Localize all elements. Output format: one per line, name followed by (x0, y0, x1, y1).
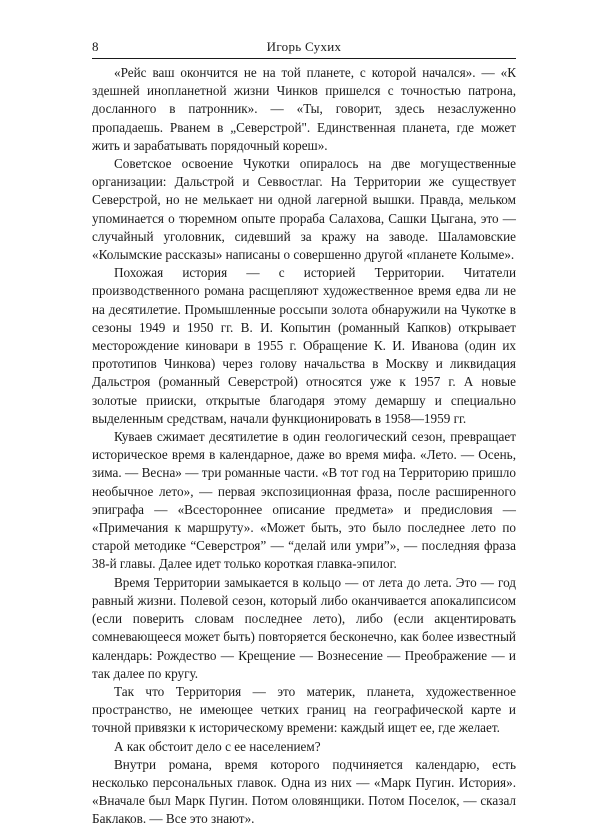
running-header (92, 38, 516, 59)
paragraph-8: Внутри романа, время которого подчиняется календарю, есть несколько персональных главок. Одна из них — «Марк Пугин. История». «Вначале был Марк Пугин. Потом оловянщики. Потом Поселок, — сказал Баклаков. — Все это знают». (92, 756, 516, 827)
paragraph-2: Советское освоение Чукотки опиралось на две могущественные организации: Дальстрой и Севвостлаг. На Территории же существует Северстрой, но не мелькает ни одной лагерной вышки. Правда, мельком упоминается о тюремном опыте прораба Салахова, Сашки Цыгана, это — случайный уголовник, сидевший за кражу на заводе. Шаламовские «Колымские рассказы» написаны о совершенно другой «планете Колыме». (92, 156, 516, 263)
page-number: 8 (92, 39, 99, 54)
body-text (92, 64, 516, 829)
paragraph-7: А как обстоит дело с ее населением? (114, 738, 321, 754)
running-title: Игорь Сухих (266, 39, 342, 54)
paragraph-6: Так что Территория — это материк, планета, художественное пространство, не имеющее четких границ на географической карте и точной привязки к историческому времени: каждый ищет ее, где желает. (92, 683, 516, 736)
paragraph-4: Куваев сжимает десятилетие в один геологический сезон, превращает историческое время в календарное, даже во время мифа. «Лето. — Осень, зима. — Весна» — три романные части. «В тот год на Территорию пришло необычное лето», — первая экспозиционная фраза, после расширенного эпиграфа — «Всестороннее описание предмета» и предисловия — «Примечания к маршруту». «Может быть, это было последнее лето по старой методике “Северстроя” — “делай или умри”», — последняя фраза 38-й главы. Далее идет только короткая главка-эпилог. (92, 429, 516, 572)
paragraph-3: Похожая история — с историей Территории. Читатели производственного романа расщепляют художественное время едва ли не на десятилетие. Промышленные россыпи золота обнаружили на Чукотке в сезоны 1949 и 1950 гг. В. И. Копытин (романный Капков) открывает месторождение киновари в 1955 г. Обращение К. И. Иванова (один их прототипов Чинкова) через голову начальства в Москву и ликвидация Дальстроя (романный Северстрой) относятся уже к 1957 г. А новые золотые прииски, открытые благодаря этому демаршу и специально выделенным средствам, начали функционировать в 1958—1959 гг. (92, 265, 516, 426)
paragraph-5: Время Территории замыкается в кольцо — от лета до лета. Это — год равный жизни. Полевой сезон, который либо оканчивается апокалипсисом (если поверить словам последнее лето), либо (если акцентировать сомневающееся может быть) повторяется бесконечно, как более известный календарь: Рождество — Крещение — Вознесение — Преображение — и так далее по кругу. (92, 574, 516, 681)
paragraph-1: «Рейс ваш окончится не на той планете, с которой начался». — «К здешней инопланетной жизни Чинков пришелся с точностью патрона, досланного в патронник». — «Ты, говорит, здесь незаслуженно пропадаешь. Рванем в „Северстрой". Единственная планета, где может жить и зарабатывать порядочный кореш». (92, 65, 516, 153)
